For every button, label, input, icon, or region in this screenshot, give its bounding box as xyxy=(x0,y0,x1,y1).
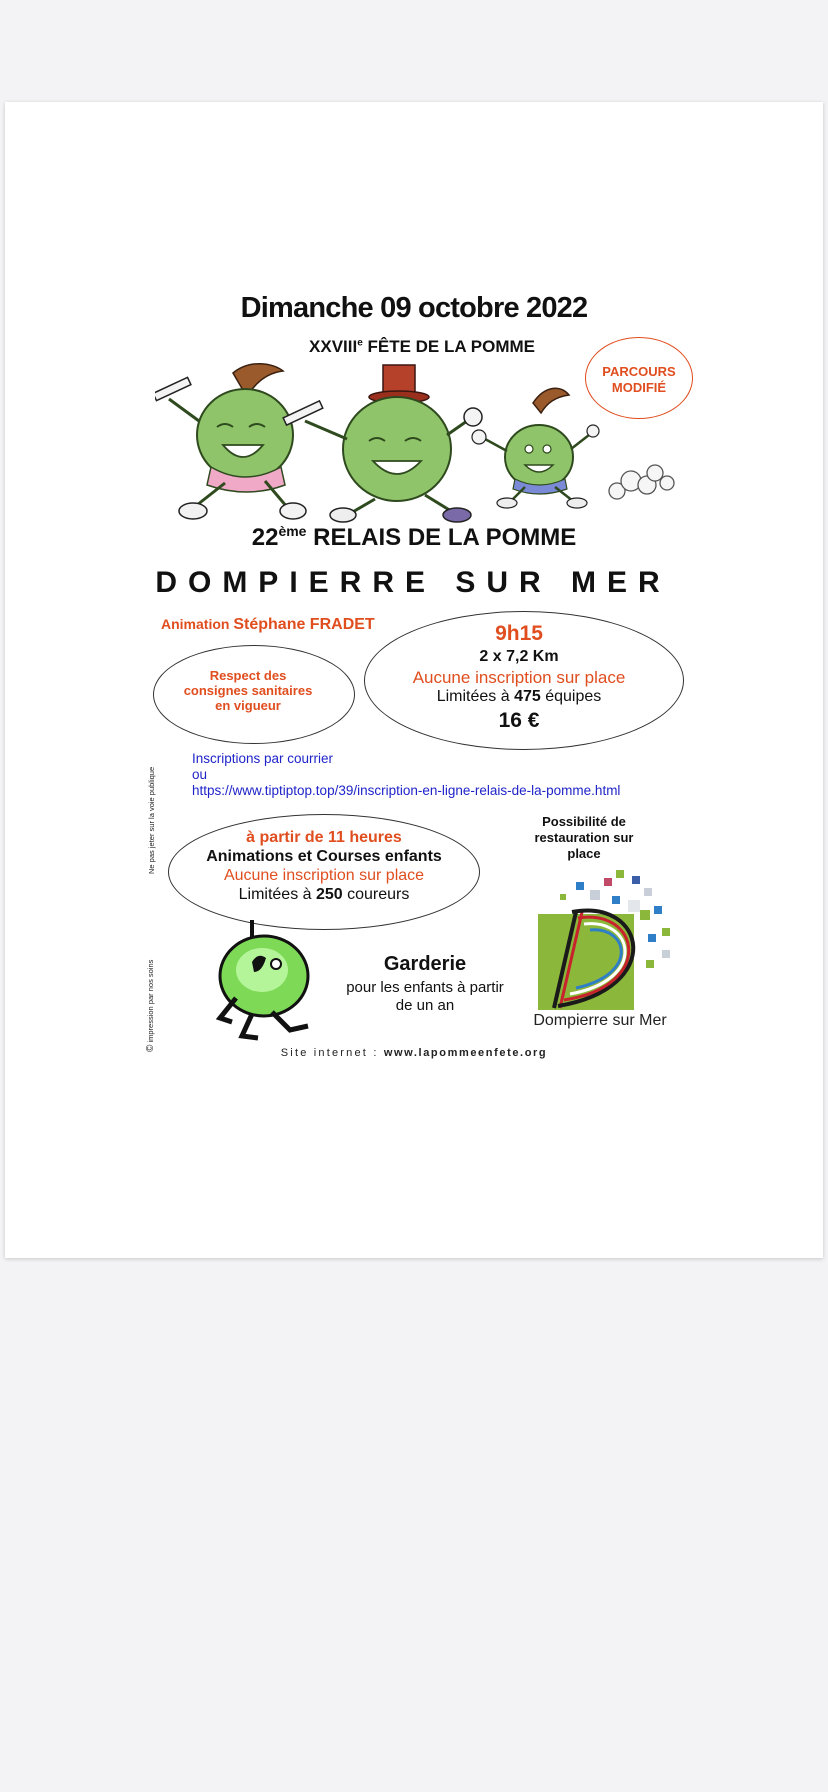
race-limit-suffix: équipes xyxy=(540,688,602,705)
kids-info xyxy=(170,828,478,904)
fete-roman: XXVIII xyxy=(309,337,358,356)
inscriptions-line1: Inscriptions par courrier xyxy=(192,751,334,766)
apple-runner-3 xyxy=(472,388,599,508)
race-info xyxy=(366,622,672,735)
dompierre-logo xyxy=(536,868,678,1012)
side-note-bottom-text: impression par nos soins xyxy=(146,959,155,1043)
site-line xyxy=(0,1044,828,1059)
respect-line3: en vigueur xyxy=(215,698,281,713)
garderie-title: Garderie xyxy=(383,953,467,975)
race-price: 16 € xyxy=(498,709,540,732)
kids-limit-prefix: Limitées à xyxy=(238,886,316,903)
relais-title xyxy=(0,523,828,552)
running-apples-illustration xyxy=(155,355,675,525)
garderie-apple-mascot xyxy=(212,918,322,1043)
relais-rest: RELAIS DE LA POMME xyxy=(306,524,577,551)
garderie-subtitle xyxy=(330,979,520,1015)
logo-caption: Dompierre sur Mer xyxy=(533,1012,667,1029)
kids-no-registration: Aucune inscription sur place xyxy=(223,867,425,884)
animation-name: Stéphane FRADET xyxy=(233,616,375,633)
dust-clouds xyxy=(609,465,674,499)
kids-limit xyxy=(170,885,478,904)
site-url[interactable]: www.lapommeenfete.org xyxy=(383,1047,548,1059)
respect-text xyxy=(163,668,333,713)
fete-title xyxy=(0,337,828,357)
animation-label xyxy=(161,616,375,634)
restauration-line3: place xyxy=(567,846,601,861)
relais-num: 22 xyxy=(251,524,279,551)
apple-runner-1 xyxy=(155,364,306,519)
inscriptions-line2: ou xyxy=(192,767,208,782)
side-note-top: Ne pas jeter sur la voie publique xyxy=(147,766,156,874)
fete-rest: FÊTE DE LA POMME xyxy=(362,337,535,356)
race-limit-count: 475 xyxy=(514,688,541,705)
town-title: DOMPIERRE SUR MER xyxy=(155,566,671,599)
fete-sup: e xyxy=(357,337,363,349)
poster-date: Dimanche 09 octobre 2022 xyxy=(240,292,588,324)
side-note-bottom xyxy=(145,960,156,1052)
respect-line2: consignes sanitaires xyxy=(183,683,313,698)
kids-limit-count: 250 xyxy=(315,886,343,903)
race-distance: 2 x 7,2 Km xyxy=(479,648,559,665)
respect-line1: Respect des xyxy=(209,668,287,683)
restauration-line1: Possibilité de xyxy=(542,814,626,829)
race-no-registration: Aucune inscription sur place xyxy=(412,668,626,687)
kids-limit-suffix: coureurs xyxy=(342,886,410,903)
restauration-text xyxy=(514,814,654,862)
inscriptions-link[interactable]: https://www.tiptiptop.top/39/inscription-en-ligne-relais-de-la-pomme.html xyxy=(192,783,621,798)
kids-activities: Animations et Courses enfants xyxy=(206,848,442,865)
race-time: 9h15 xyxy=(495,622,543,645)
relais-sup: ème xyxy=(278,523,307,539)
race-limit xyxy=(366,687,672,707)
garderie-line1: pour les enfants à partir xyxy=(346,979,504,996)
apple-runner-2 xyxy=(283,365,482,522)
restauration-line2: restauration sur xyxy=(534,830,634,845)
kids-from: à partir de 11 heures xyxy=(246,829,402,846)
race-limit-prefix: Limitées à xyxy=(436,688,515,705)
garderie-line2: de un an xyxy=(395,997,455,1014)
inscriptions-block xyxy=(192,751,620,799)
animation-prefix: Animation xyxy=(161,616,234,632)
badge-line2: MODIFIÉ xyxy=(611,380,667,395)
copyright-symbol: © xyxy=(145,1044,156,1052)
site-prefix: Site internet : xyxy=(280,1047,384,1059)
badge-line1: PARCOURS xyxy=(602,364,676,379)
